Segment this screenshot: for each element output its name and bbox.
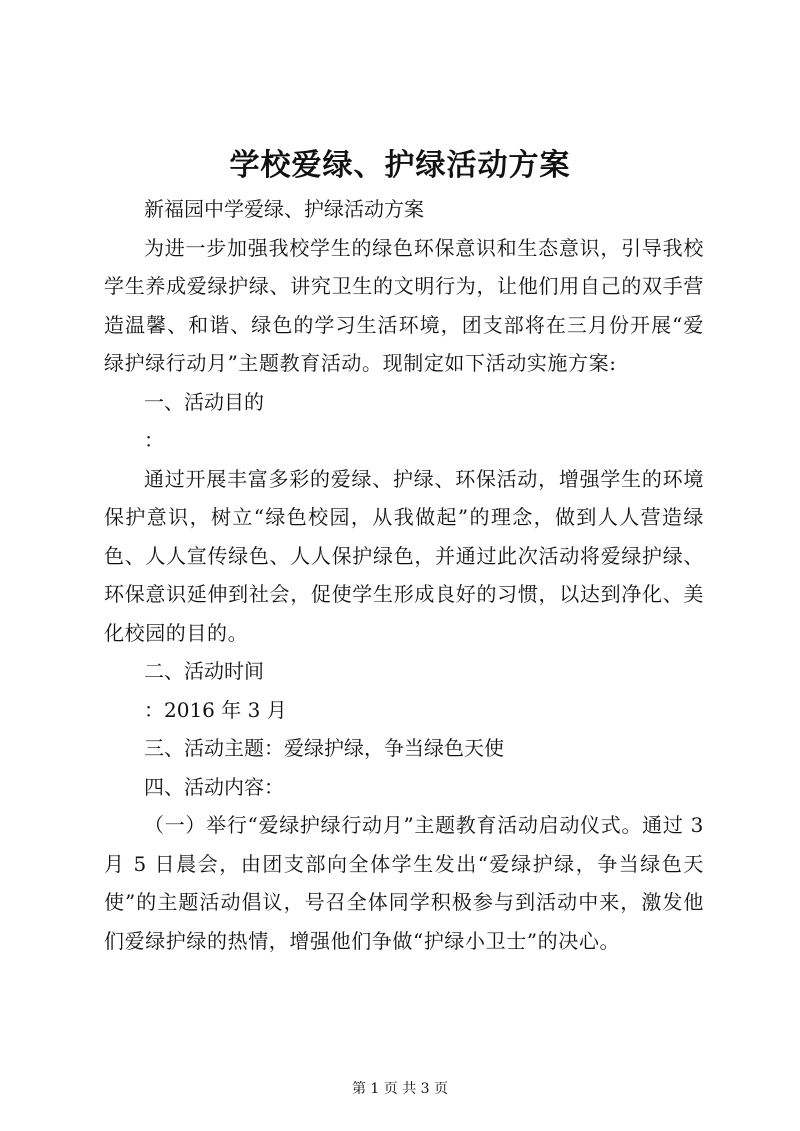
subtitle-paragraph: 新福园中学爱绿、护绿活动方案 — [144, 197, 424, 221]
purpose-paragraph: 通过开展丰富多彩的爱绿、护绿、环保活动，增强学生的环境保护意识，树立“绿色校园，从我做起”的理念，做到人人营造绿色、人人宣传绿色、人人保护绿色，并通过此次活动将爱绿护绿、环保意识延伸到社会，促使学生形成良好的习惯，以达到净化、美化校园的目的。 — [104, 466, 704, 645]
time-line: ：2016 年 3 月 — [144, 697, 287, 722]
content-paragraph-1: （一）举行“爱绿护绿行动月”主题教育活动启动仪式。通过 3 月 5 日晨会，由团支部向全体学生发出“爱绿护绿，争当绿色天使”的主题活动倡议，号召全体同学积极参与到活动中来，激发他们爱绿护绿的热情，增强他们争做“护绿小卫士”的决心。 — [104, 813, 704, 953]
section-heading-content: 四、活动内容： — [144, 774, 284, 799]
document-body — [104, 190, 704, 960]
page-number-footer: 第 1 页 共 3 页 — [351, 1081, 449, 1097]
colon-line: ： — [144, 428, 164, 452]
intro-paragraph: 为进一步加强我校学生的绿色环保意识和生态意识，引导我校学生养成爱绿护绿、讲究卫生的文明行为，让他们用自己的双手营造温馨、和谐、绿色的学习生活环境，团支部将在三月份开展“爱绿护绿行动月”主题教育活动。现制定如下活动实施方案: — [104, 235, 704, 375]
section-heading-purpose: 一、活动目的 — [144, 389, 264, 414]
document-title: 学校爱绿、护绿活动方案 — [229, 148, 571, 183]
section-heading-theme: 三、活动主题：爱绿护绿，争当绿色天使 — [144, 736, 504, 760]
section-heading-time: 二、活动时间 — [144, 659, 264, 683]
